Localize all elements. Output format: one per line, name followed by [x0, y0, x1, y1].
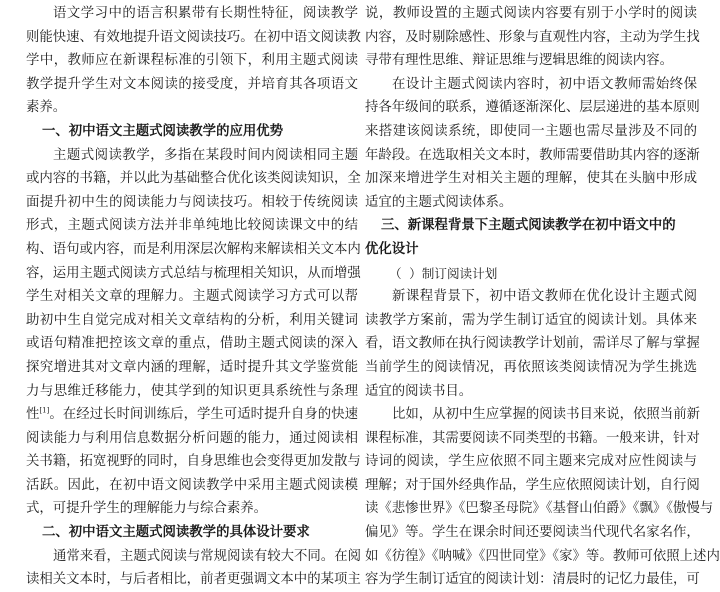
text-line: 持各年级间的联系，遵循逐渐深化、层层递进的基本原则: [365, 100, 700, 116]
text-line: 学生对相关文章的理解力。主题式阅读学习方式可以帮: [26, 289, 358, 305]
text-line: 式，可提升学生的理解能力与综合素养。: [26, 501, 268, 517]
text-line: 素养。: [26, 100, 67, 116]
text-line: 读教学方案前，需为学生制订适宜的阅读计划。具体来: [365, 312, 697, 328]
text-line: 偏见》等。学生在课余时间还要阅读当代现代名家名作，: [365, 525, 700, 541]
text-line: 年龄段。在选取相关文本时，教师需要借助其内容的逐渐: [365, 147, 700, 163]
text-line: 教学提升学生对文本阅读的接受度，并培育其各项语文: [26, 76, 358, 92]
text-line: （ ）制订阅读计划: [389, 265, 498, 281]
text-line: 适宜的阅读书目。: [365, 383, 473, 399]
text-line: 说，教师设置的主题式阅读内容要有别于小学时的阅读: [365, 6, 697, 21]
text-line: 当前学生的阅读情况，再依照该类阅读情况为学生挑选: [365, 359, 697, 375]
section-heading: 一、初中语文主题式阅读教学的应用优势: [42, 122, 284, 139]
text-line: 阅读能力与利用信息数据分析问题的能力，通过阅读相: [26, 430, 358, 446]
text-line: 构、语句或内容，而是利用深层次解构来解读相关文本内: [26, 241, 361, 257]
text-line: 比如，从初中生应掌握的阅读书目来说，依照当前新: [392, 407, 700, 423]
text-line: 在设计主题式阅读内容时，初中语文教师需始终保: [392, 76, 697, 92]
text-line: 诗词的阅读，学生应依照不同主题来完成对应性阅读与: [365, 454, 697, 470]
text-line: 内容，及时剔除感性、形象与直观性内容，主动为学生找: [365, 29, 700, 45]
section-heading: 优化设计: [365, 240, 419, 257]
text-line: 助初中生自觉完成对相关文章结构的分析，利用关键词: [26, 312, 358, 328]
text-line: 或内容的书籍，并以此为基础整合优化该类阅读知识，全: [26, 171, 361, 187]
text-line: 通常来看，主题式阅读与常规阅读有较大不同。在阅: [53, 548, 361, 564]
right-column: [365, 2, 720, 592]
text-line: 形式，主题式阅读方法并非单纯地比较阅读课文中的结: [26, 218, 358, 234]
text-line: 容为学生制订适宜的阅读计划：清晨时的记忆力最佳，可: [365, 572, 700, 588]
text-line: 或语句精准把控该文章的重点，借助主题式阅读的深入: [26, 336, 358, 352]
text-line: 主题式阅读教学，多指在某段时间内阅读相同主题: [53, 147, 358, 163]
text-line: 容，运用主题式阅读方式总结与梳理相关知识，从而增强: [26, 265, 361, 281]
text-line: 加深来增进学生对相关主题的理解，使其在头脑中形成: [365, 171, 697, 187]
text-line: 课程标准，其需要阅读不同类型的书籍。一般来讲，针对: [365, 430, 700, 446]
text-line: 如《彷徨》《呐喊》《四世同堂》《家》等。教师可依照上述内: [365, 548, 720, 564]
text-line: 读相关文本时，与后者相比，前者更强调文本中的某项主: [26, 572, 361, 588]
text-line: 寻带有理性思维、辩证思维与逻辑思维的阅读内容。: [365, 53, 673, 69]
section-heading: 二、初中语文主题式阅读教学的具体设计要求: [42, 524, 310, 541]
text-line: 探究增进其对文章内涵的理解，适时提升其文学鉴赏能: [26, 359, 358, 375]
section-heading: 三、新课程背景下主题式阅读教学在初中语文中的: [381, 217, 676, 234]
text-line: 来搭建该阅读系统，即使同一主题也需尽量涉及不同的: [365, 123, 697, 139]
text-line: 看，语文教师在执行阅读教学计划前，需详尽了解与掌握: [365, 336, 700, 352]
text-line: 活跃。因此，在初中语文阅读教学中采用主题式阅读模: [26, 477, 358, 493]
left-column: [26, 2, 361, 592]
text-line: 力与思维迁移能力，使其学到的知识更具系统性与条理: [26, 383, 358, 399]
text-line: 语文学习中的语言积累带有长期性特征，阅读教学: [53, 6, 358, 21]
text-line: 面提升初中生的阅读能力与阅读技巧。相较于传统阅读: [26, 194, 358, 210]
text-line: 适宜的主题式阅读体系。: [365, 194, 513, 210]
text-line: 则能快速、有效地提升语文阅读技巧。在初中语文阅读教: [26, 29, 361, 45]
text-line: 关书籍，拓宽视野的同时，自身思维也会变得更加发散与: [26, 454, 361, 470]
text-line: 性[1]。在经过长时间训练后，学生可适时提升自身的快速: [26, 406, 359, 423]
text-line: 理解；对于国外经典作品，学生应依照阅读计划，自行阅: [365, 477, 700, 493]
text-line: 读《悲惨世界》《巴黎圣母院》《基督山伯爵》《飘》《傲慢与: [365, 501, 714, 517]
text-line: 学中，教师应在新课程标准的引领下，利用主题式阅读: [26, 53, 358, 69]
text-line: 新课程背景下，初中语文教师在优化设计主题式阅: [392, 289, 697, 305]
citation-marker: [1]: [39, 406, 50, 415]
